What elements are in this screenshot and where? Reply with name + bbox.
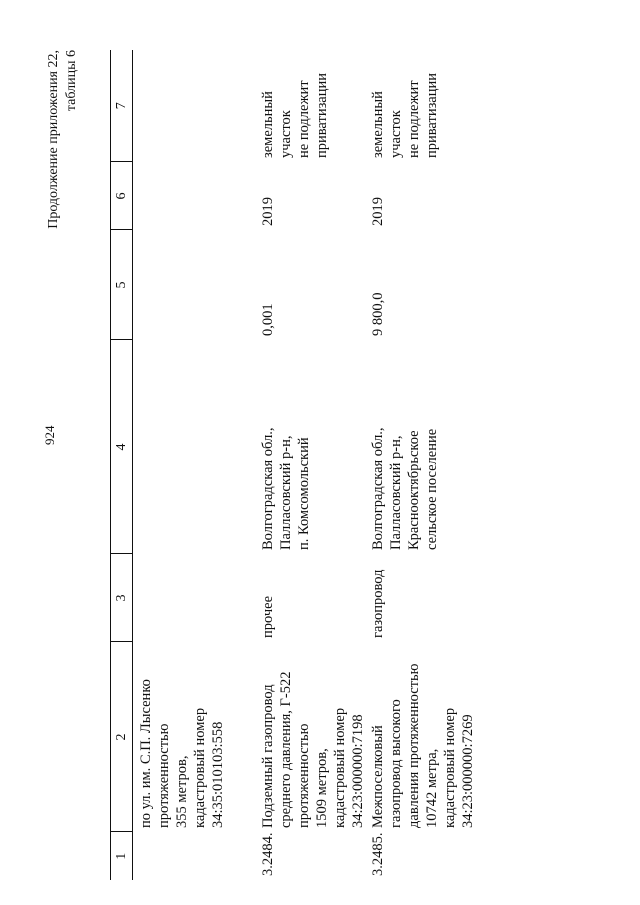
continuation-caption: [45, 50, 81, 229]
header-col-2: 2: [111, 642, 133, 832]
cell-address: Волгоградская обл., Палласовский р-н, Краснооктябрьское сельское поселение: [370, 427, 440, 550]
cell-type: газопровод: [370, 569, 386, 638]
header-col-3: 3: [111, 554, 133, 642]
table-row: [369, 50, 477, 880]
cell-name: Межпоселковый газопровод высокого давления протяженностью 10742 метра, кадастровый номер 34:23:000000:7269: [370, 663, 476, 828]
header-col-7: 7: [111, 50, 133, 162]
cell-year: 2019: [260, 197, 276, 226]
page-number: 924: [42, 425, 57, 445]
property-table: [110, 50, 477, 880]
cell-year: 2019: [370, 197, 386, 226]
header-col-6: 6: [111, 162, 133, 230]
cell-status: земельный участок не подлежит приватизации: [370, 72, 440, 158]
continuation-line-1: Продолжение приложения 22,: [46, 50, 61, 229]
cell-type: прочее: [260, 595, 276, 638]
table-row: [259, 50, 369, 880]
header-row: [111, 50, 133, 880]
cell-year: [133, 162, 260, 230]
cell-value: 0,001: [260, 303, 276, 336]
header-col-5: 5: [111, 230, 133, 340]
cell-status: [133, 50, 260, 162]
cell-address: Волгоградская обл., Палласовский р-н, п. Комсомольский: [260, 427, 312, 550]
cell-address: [133, 340, 260, 554]
cell-value: 9 800,0: [370, 292, 386, 336]
cell-type: [133, 554, 260, 642]
cell-value: [133, 230, 260, 340]
continuation-line-2: таблицы 6: [64, 50, 79, 112]
cell-status: земельный участок не подлежит приватизации: [260, 72, 330, 158]
header-col-1: 1: [111, 832, 133, 880]
cell-name: Подземный газопровод среднего давления, Г-522 протяженностью 1509 метров, кадастровый номер 34:23:000000:7198: [260, 671, 366, 828]
cell-number: 3.2484.: [260, 832, 276, 876]
header-col-4: 4: [111, 340, 133, 554]
cell-number: 3.2485.: [370, 832, 386, 876]
cell-number: [133, 832, 260, 880]
cell-name: по ул. им. С.П. Лысенко протяженностью 355 метров, кадастровый номер 34:35:010103:558: [138, 679, 226, 828]
table-row: [133, 50, 260, 880]
